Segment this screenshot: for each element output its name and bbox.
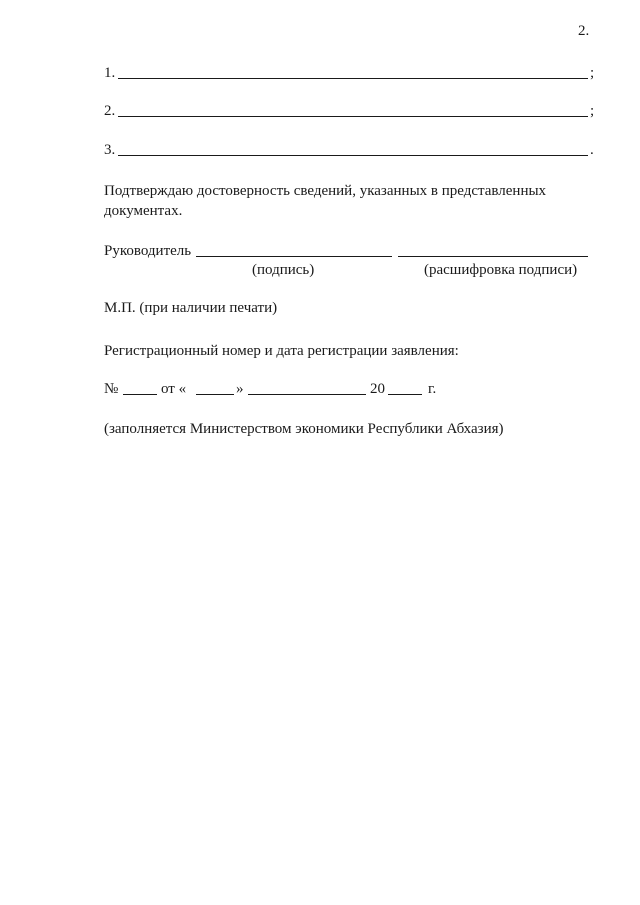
filled-by-note: (заполняется Министерством экономики Республики Абхазия) [104,421,504,437]
reg-year-blank [388,394,422,395]
list-item-1-end: ; [590,65,595,81]
reg-day-blank [196,394,234,395]
signature-decode-blank [398,256,588,257]
reg-from-label: от « [161,381,187,397]
page-number: 2. [578,23,590,39]
stamp-text: М.П. (при наличии печати) [104,300,278,316]
signature-caption: (подпись) [252,262,315,278]
list-item-2-end: ; [590,103,595,119]
reg-number-sign: № [104,381,119,397]
confirm-text-line-1: Подтверждаю достоверность сведений, указанных в представленных [104,183,547,199]
reg-year-prefix: 20 [370,381,385,397]
reg-number-blank [123,394,157,395]
registration-label: Регистрационный номер и дата регистрации заявления: [104,343,459,359]
list-item-3-end: . [590,142,594,158]
list-item-3-blank [118,155,588,156]
list-item-2-blank [118,116,588,117]
list-item-3-number: 3. [104,142,116,158]
list-item-2-number: 2. [104,103,116,119]
signature-blank [196,256,392,257]
list-item-1-blank [118,78,588,79]
reg-month-blank [248,394,366,395]
confirm-text-line-2: документах. [104,203,183,219]
head-label: Руководитель [104,243,192,259]
signature-decode-caption: (расшифровка подписи) [424,262,578,278]
list-item-1-number: 1. [104,65,116,81]
reg-quote-close: » [236,381,244,397]
reg-year-suffix: г. [428,381,437,397]
